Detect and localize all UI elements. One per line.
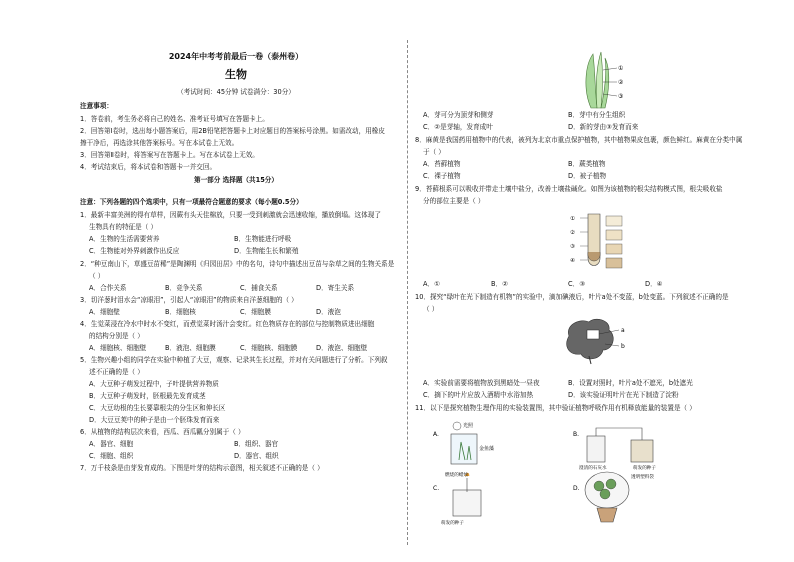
leaf-label-b: b (621, 343, 625, 350)
experiment-d-figure (573, 468, 663, 526)
option: B．大豆种子萌发时，胚根最先发育成茎 (89, 392, 206, 400)
question-stem: 9．苔藓根系可以吸收并带走土壤中盐分，改善土壤盐碱化。如图为该植物的根尖结构模式图，根尖吸收盐 (415, 185, 723, 193)
option: B．生物能进行呼吸 (234, 235, 292, 243)
note-line: 1．答卷前，考生务必将自己的姓名、准考证号填写在答题卡上。 (80, 115, 269, 123)
option: C．大豆幼根的生长要靠根尖的分生区和伸长区 (89, 404, 226, 412)
option: B．芽中有分生组织 (568, 111, 626, 119)
exp-c-label: 燃烧的蜡烛 (445, 473, 468, 478)
option: B．蕨类植物 (568, 160, 606, 168)
option: B．液泡、细胞膜 (165, 344, 216, 352)
experiment-b-figure (573, 420, 663, 470)
experiment-c-figure (433, 470, 513, 525)
note-line: 擦干净后，再选涂其他答案标号。写在本试卷上无效。 (80, 139, 239, 147)
leaf-bud-figure (573, 50, 623, 110)
notes-heading: 注意事项： (80, 102, 113, 110)
question-stem: 分的部位主要是（ ） (423, 197, 485, 205)
option-letter: C. (433, 485, 440, 492)
option: C．捕食关系 (240, 284, 278, 292)
question-stem: 5．生物兴趣小组的同学在实验中种植了大豆，观察、记录其生长过程，并对有关问题进行了分析。下列叙 (80, 356, 388, 364)
subject-title: 生物 (225, 68, 247, 81)
exp-c-label: 萌发的种子 (441, 521, 464, 525)
option: A．器官、细胞 (89, 440, 134, 448)
option-letter: D. (573, 485, 580, 492)
question-stem: （ ） (423, 305, 439, 313)
option: A．细胞核、细胞壁 (89, 344, 147, 352)
leaf-label-a: a (621, 327, 625, 334)
root-label: ① (570, 216, 575, 222)
root-label: ② (570, 230, 575, 236)
option: C．细胞膜 (240, 308, 271, 316)
question-stem: 7．万千枝条是由芽发育成的。下图是叶芽的结构示意图，相关叙述不正确的是（ ） (80, 464, 324, 472)
option: C．②是芽轴，发育成叶 (423, 123, 493, 131)
option: D．寄生关系 (316, 284, 355, 292)
option: D．被子植物 (568, 172, 607, 180)
section-title: 第一部分 选择题（共15分） (193, 176, 278, 184)
option: D．液泡 (316, 308, 341, 316)
option: D．该实验证明叶片在光下制造了淀粉 (568, 391, 679, 399)
option: D．④ (645, 280, 663, 288)
option: B．细胞核 (165, 308, 196, 316)
question-stem: 1．最新丰富美洲的得有草样，因蕨有头天佳棉放，只要一受到刺激就会迅速收缩，播放倒塌。这体现了 (80, 211, 381, 219)
note-line: 3．回答第Ⅱ卷时，将答案写在答题卡上。写在本试卷上无效。 (80, 151, 259, 159)
question-stem: （ ） (89, 272, 105, 280)
option: A．苔藓植物 (423, 160, 461, 168)
note-line: 2．回答第Ⅰ卷时，选出每小题答案后，用2B铅笔把答题卡上对应题目的答案标号涂黑。如需改动，用橡皮 (80, 127, 385, 135)
exp-b-label: 萌发的种子 (633, 466, 656, 470)
question-stem: 8．麻黄是我国药用植物中的代表，被列为北京市重点保护植物，其中植物果皮包裹，颜色鲜红。麻黄在分类中属 (415, 136, 743, 144)
question-stem: 的结构分别是（ ） (89, 332, 144, 340)
option: B．设置对照时，叶片a处不遮光，b处遮光 (568, 379, 693, 387)
section-instruction: 注意：下列各题的四个选项中，只有一项最符合题意的要求（每小题0.5分） (80, 198, 303, 206)
option: C．摘下的叶片应放入酒精中水浴加热 (423, 391, 534, 399)
option: A．细胞壁 (89, 308, 120, 316)
exp-a-label: 光照 (463, 423, 474, 429)
option: C．③ (568, 280, 586, 288)
right-column (415, 0, 743, 562)
bud-label: ① (618, 65, 623, 72)
option: C．细胞核、细胞膜 (240, 344, 298, 352)
question-stem: 2．“种豆南山下，草盛豆苗稀”是陶渊明《归园田居》中的名句，诗句中描述出豆苗与杂草之间的生物关系是 (80, 260, 395, 268)
option: C．生物能对外界刺激作出反应 (89, 247, 180, 255)
option-letter: A. (433, 431, 439, 438)
option: C．细胞、组织 (89, 452, 134, 460)
root-tip-figure (568, 212, 628, 274)
exam-info: （考试时间：45分钟 试卷满分：30分） (177, 88, 295, 96)
bud-label: ② (618, 79, 623, 86)
leaf-experiment-figure (561, 316, 631, 366)
option: D．新的芽由③发育而来 (568, 123, 639, 131)
note-line: 4．考试结束后，将本试卷和答题卡一并交回。 (80, 163, 217, 171)
option: D．液泡、细胞壁 (316, 344, 368, 352)
option: B．组织、器官 (234, 440, 279, 448)
question-stem: 6．从植物的结构层次来看，西瓜、西瓜瓤分别属于（ ） (80, 428, 245, 436)
exam-title: 2024年中考考前最后一卷（泰州卷） (168, 52, 304, 61)
option: D．大豆豆荚中的种子是由一个胚珠发育而来 (89, 416, 220, 424)
option: A．大豆种子萌发过程中，子叶提供营养物质 (89, 380, 219, 388)
question-stem: 述不正确的是（ ） (89, 368, 144, 376)
question-stem: 3．切洋葱时泪水会“凉眼泪”，引起人“凉眼泪”的物质来自洋葱细胞的（ ） (80, 296, 298, 304)
root-label: ③ (570, 244, 575, 250)
exp-a-label: 金鱼藻 (479, 446, 495, 452)
exp-d-label: 透明塑料袋 (631, 475, 654, 480)
question-stem: 于（ ） (423, 148, 445, 156)
option: D．器官、组织 (234, 452, 279, 460)
option: A．生物的生活需要营养 (89, 235, 160, 243)
root-label: ④ (570, 258, 575, 264)
question-stem: 10．探究“绿叶在光下制造有机物”的实验中，滴加碘液后，叶片a处不变蓝，b处变蓝。下列叙述不正确的是 (415, 293, 729, 301)
option-letter: B. (573, 431, 580, 438)
exp-b-label: 澄清的石灰水 (579, 466, 607, 470)
option: A．实验前需要将植物放到黑暗处一昼夜 (423, 379, 540, 387)
left-column (80, 0, 395, 562)
option: D．生物能生长和繁殖 (234, 247, 299, 255)
question-stem: 生物具有的特征是（ ） (89, 223, 158, 231)
experiment-a-figure (433, 420, 503, 470)
option: B．竞争关系 (165, 284, 203, 292)
column-divider (407, 40, 408, 545)
option: A．芽可分为顶芽和侧芽 (423, 111, 494, 119)
question-stem: 11．以下是探究植物生理作用的实验装置图，其中验证植物呼吸作用有机释放能量的装置是（ ） (415, 404, 696, 412)
question-stem: 4．生觉菜浸在冷水中时水不变红，而煮觉菜时汤汁会变红。红色物质存在的部位与控制物质进出细胞 (80, 320, 375, 328)
bud-label: ③ (618, 93, 623, 100)
option: A．① (423, 280, 441, 288)
option: A．合作关系 (89, 284, 127, 292)
option: C．裸子植物 (423, 172, 461, 180)
option: B．② (491, 280, 509, 288)
